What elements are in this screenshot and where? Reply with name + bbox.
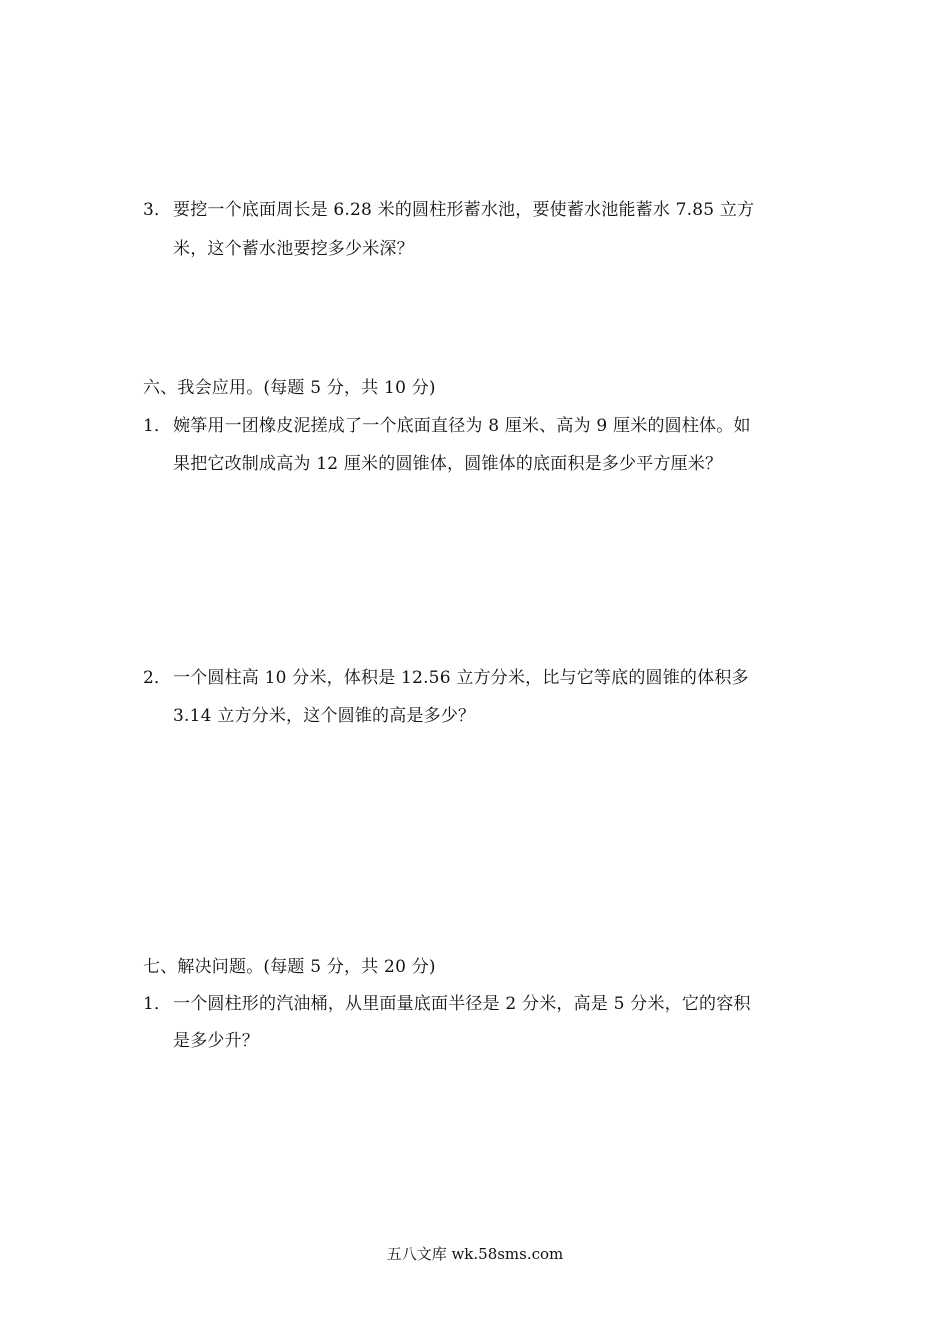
- question-text: 果把它改制成高为 12 厘米的圆锥体，圆锥体的底面积是多少平方厘米？: [173, 454, 723, 474]
- question-number: 1．: [143, 994, 172, 1014]
- question-text: 是多少升？: [173, 1031, 259, 1051]
- question-number: 2．: [143, 668, 172, 688]
- question-line: [173, 238, 414, 260]
- question-number: 3．: [143, 200, 172, 220]
- question-text: 一个圆柱形的汽油桶，从里面量底面半径是 2 分米，高是 5 分米，它的容积: [173, 994, 751, 1014]
- section-heading: 七、解决问题。(每题 5 分，共 20 分): [143, 957, 436, 977]
- question-line: [143, 993, 751, 1015]
- question-line: [143, 415, 751, 437]
- section-heading: 六、我会应用。(每题 5 分，共 10 分): [143, 378, 436, 398]
- question-line: [173, 705, 475, 727]
- question-number: 1．: [143, 416, 172, 436]
- question-text: 米，这个蓄水池要挖多少米深？: [173, 239, 414, 259]
- question-text: 要挖一个底面周长是 6.28 米的圆柱形蓄水池，要使蓄水池能蓄水 7.85 立方: [173, 200, 755, 220]
- question-line: [173, 1030, 259, 1052]
- question-text: 婉筝用一团橡皮泥搓成了一个底面直径为 8 厘米、高为 9 厘米的圆柱体。如: [173, 416, 751, 436]
- question-line: [173, 453, 722, 475]
- question-line: [143, 667, 749, 689]
- page-footer: 五八文库 wk.58sms.com: [386, 1245, 564, 1263]
- question-text: 一个圆柱高 10 分米，体积是 12.56 立方分米，比与它等底的圆锥的体积多: [173, 668, 749, 688]
- question-text: 3.14 立方分米，这个圆锥的高是多少？: [173, 706, 476, 726]
- question-line: [143, 199, 754, 221]
